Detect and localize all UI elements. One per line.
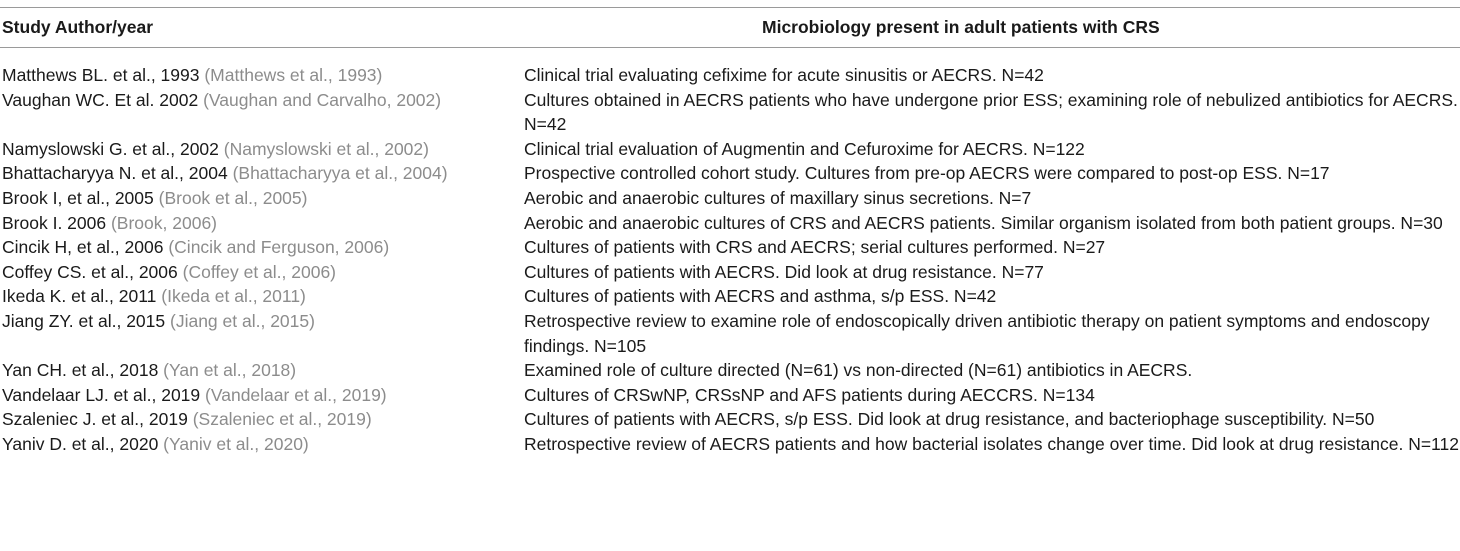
author-cell	[0, 407, 524, 432]
table-row	[0, 211, 1460, 236]
author-cell	[0, 260, 524, 285]
author-cell	[0, 284, 524, 309]
table-top-rule	[0, 7, 1460, 8]
citation-link[interactable]: (Yan et al., 2018)	[163, 360, 297, 381]
header-study-author-year: Study Author/year	[2, 17, 154, 37]
table-row	[0, 137, 1460, 162]
citation-link[interactable]: (Coffey et al., 2006)	[182, 261, 337, 282]
description-cell: Cultures obtained in AECRS patients who have undergone prior ESS; examining role of nebulized antibiotics for AECRS. N=42	[524, 89, 1458, 135]
author-cell	[0, 137, 524, 162]
author-text: Vandelaar LJ. et al., 2019	[2, 384, 201, 405]
citation-link[interactable]: (Matthews et al., 1993)	[204, 65, 383, 85]
author-text: Szaleniec J. et al., 2019	[2, 409, 188, 430]
citation-link[interactable]: (Brook et al., 2005)	[158, 187, 308, 208]
description-cell: Cultures of patients with CRS and AECRS; serial cultures performed. N=27	[524, 237, 1106, 258]
author-text: Coffey CS. et al., 2006	[2, 261, 178, 282]
author-text: Ikeda K. et al., 2011	[2, 286, 157, 307]
author-cell	[0, 63, 524, 88]
description-cell: Prospective controlled cohort study. Cultures from pre-op AECRS were compared to post-op ESS. N=17	[524, 163, 1330, 184]
author-text: Yan CH. et al., 2018	[2, 360, 159, 381]
table-row	[0, 186, 1460, 211]
table-row	[0, 407, 1460, 432]
author-text: Brook I. 2006	[2, 212, 107, 233]
description-cell: Clinical trial evaluating cefixime for acute sinusitis or AECRS. N=42	[524, 65, 1044, 85]
author-cell	[0, 309, 524, 358]
author-cell	[0, 88, 524, 137]
description-cell: Clinical trial evaluation of Augmentin and Cefuroxime for AECRS. N=122	[524, 138, 1085, 159]
citation-link[interactable]: (Yaniv et al., 2020)	[163, 433, 309, 454]
author-cell	[0, 432, 524, 457]
table-row	[0, 432, 1460, 457]
citation-link[interactable]: (Cincik and Ferguson, 2006)	[168, 237, 390, 258]
table-row	[0, 88, 1460, 137]
description-cell: Aerobic and anaerobic cultures of maxillary sinus secretions. N=7	[524, 187, 1032, 208]
citation-link[interactable]: (Bhattacharyya et al., 2004)	[232, 163, 448, 184]
citation-link[interactable]: (Jiang et al., 2015)	[170, 310, 315, 331]
table-row	[0, 383, 1460, 408]
description-cell: Examined role of culture directed (N=61) vs non-directed (N=61) antibiotics in AECRS.	[524, 360, 1193, 381]
description-cell: Cultures of patients with AECRS and asthma, s/p ESS. N=42	[524, 286, 997, 307]
table-row	[0, 63, 1460, 88]
citation-link[interactable]: (Brook, 2006)	[110, 212, 218, 233]
author-text: Bhattacharyya N. et al., 2004	[2, 163, 228, 184]
description-cell: Retrospective review of AECRS patients and how bacterial isolates change over time. Did look at drug resistance. N=112	[524, 433, 1459, 454]
description-cell: Cultures of CRSwNP, CRSsNP and AFS patients during AECCRS. N=134	[524, 384, 1095, 405]
author-cell	[0, 186, 524, 211]
author-text: Vaughan WC. Et al. 2002	[2, 89, 199, 110]
table-row	[0, 161, 1460, 186]
table-row	[0, 235, 1460, 260]
citation-link[interactable]: (Szaleniec et al., 2019)	[192, 409, 372, 430]
description-cell: Aerobic and anaerobic cultures of CRS and AECRS patients. Similar organism isolated from both patient groups. N=30	[524, 212, 1443, 233]
table-body	[0, 63, 1460, 457]
header-microbiology: Microbiology present in adult patients with CRS	[762, 17, 1160, 37]
citation-link[interactable]: (Vandelaar et al., 2019)	[205, 384, 387, 405]
author-cell	[0, 161, 524, 186]
table-row	[0, 309, 1460, 358]
description-cell: Retrospective review to examine role of endoscopically driven antibiotic therapy on patient symptoms and endoscopy findings. N=105	[524, 310, 1430, 356]
table-row	[0, 260, 1460, 285]
description-cell: Cultures of patients with AECRS, s/p ESS. Did look at drug resistance, and bacteriophage susceptibility. N=50	[524, 409, 1375, 430]
citation-link[interactable]: (Vaughan and Carvalho, 2002)	[203, 89, 442, 110]
author-text: Yaniv D. et al., 2020	[2, 433, 159, 454]
author-text: Cincik H, et al., 2006	[2, 237, 164, 258]
author-text: Matthews BL. et al., 1993	[2, 65, 200, 85]
author-text: Namyslowski G. et al., 2002	[2, 138, 219, 159]
header-bottom-rule	[0, 47, 1460, 48]
citation-link[interactable]: (Ikeda et al., 2011)	[161, 286, 306, 307]
author-cell	[0, 235, 524, 260]
author-text: Jiang ZY. et al., 2015	[2, 310, 166, 331]
table-row	[0, 284, 1460, 309]
description-cell: Cultures of patients with AECRS. Did look at drug resistance. N=77	[524, 261, 1044, 282]
author-cell	[0, 383, 524, 408]
author-cell	[0, 211, 524, 236]
author-cell	[0, 358, 524, 383]
table-row	[0, 358, 1460, 383]
author-text: Brook I, et al., 2005	[2, 187, 154, 208]
citation-link[interactable]: (Namyslowski et al., 2002)	[223, 138, 429, 159]
